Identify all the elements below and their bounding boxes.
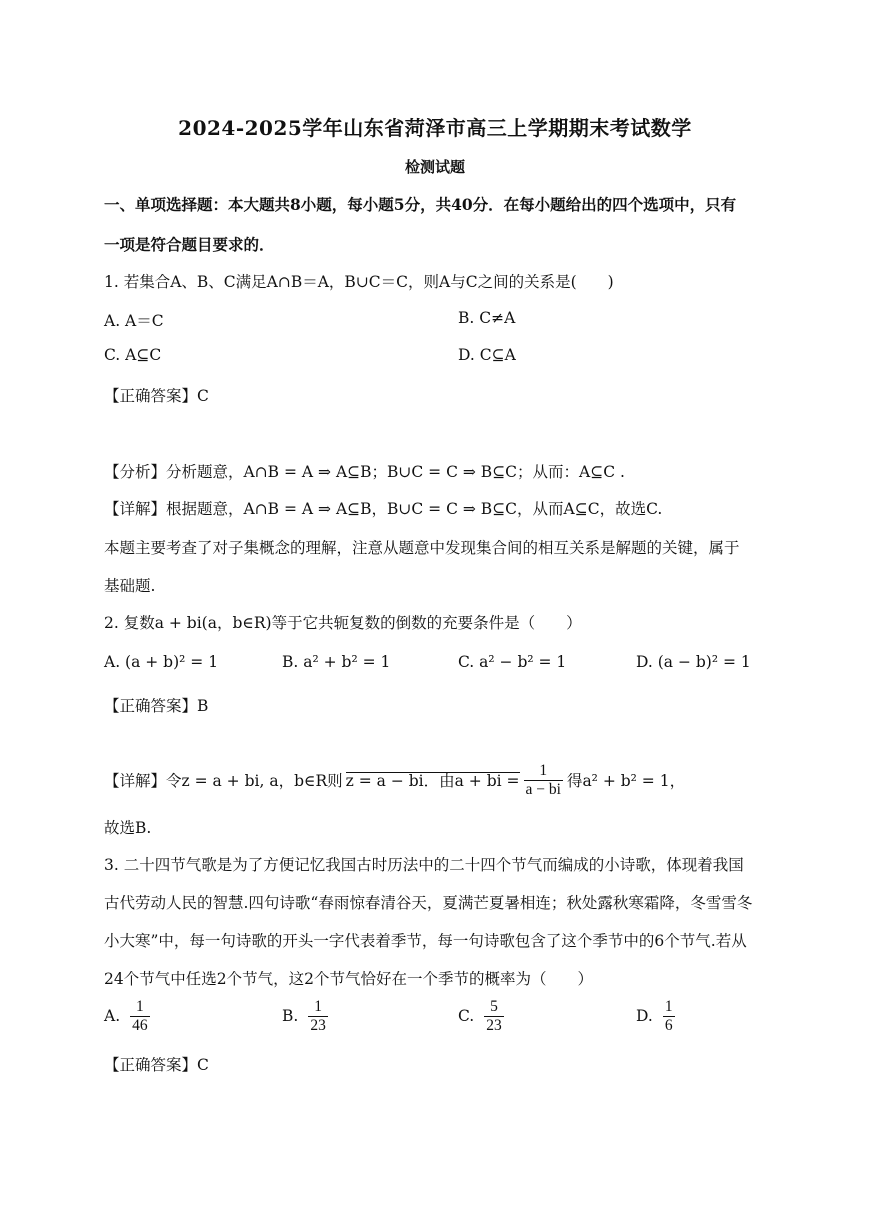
option-fraction — [663, 998, 675, 1035]
fraction-denominator: 23 — [486, 1016, 502, 1034]
q1-note-line2: 基础题. — [104, 577, 156, 595]
option-fraction — [484, 998, 504, 1035]
fraction-numerator: 5 — [484, 998, 504, 1017]
fraction-numerator: 1 — [308, 998, 328, 1017]
document-title: 2024-2025学年山东省菏泽市高三上学期期末考试数学 — [178, 116, 692, 140]
fraction-denominator: 46 — [132, 1016, 148, 1034]
document-subtitle: 检测试题 — [404, 158, 465, 176]
q1-option-c: C. A⊆C — [104, 346, 162, 364]
section-heading-line1: 一、单项选择题：本大题共8小题，每小题5分，共40分．在每小题给出的四个选项中，只有 — [104, 195, 737, 214]
q3-answer: 【正确答案】C — [104, 1056, 209, 1074]
section-heading-line2: 一项是符合题目要求的． — [104, 235, 275, 254]
option-fraction — [130, 998, 150, 1035]
q2-option-b: B. a² + b² = 1 — [282, 653, 391, 671]
option-label: B. — [282, 1007, 299, 1026]
q1-option-b: B. C≠A — [458, 309, 516, 327]
q2-stem: 2. 复数a + bi(a，b∈R)等于它共轭复数的倒数的充要条件是（ ） — [104, 614, 582, 632]
q3-stem-line4: 24个节气中任选2个节气，这2个节气恰好在一个季节的概率为（ ） — [104, 970, 593, 988]
q2-detail-conjugate: z = a − bi．由a + bi = — [345, 771, 520, 790]
q3-option-c — [458, 998, 504, 1035]
option-label: A. — [104, 1007, 121, 1026]
q2-conclusion: 故选B. — [104, 819, 152, 837]
q3-stem-line1: 3. 二十四节气歌是为了方便记忆我国古时历法中的二十四个节气而编成的小诗歌，体现着我国 — [104, 856, 744, 874]
option-fraction — [308, 998, 328, 1035]
fraction-numerator: 1 — [524, 762, 563, 781]
q1-option-a: A. A＝C — [104, 312, 164, 330]
fraction-numerator: 1 — [130, 998, 150, 1017]
q2-option-a: A. (a + b)² = 1 — [104, 653, 219, 671]
option-label: D. — [636, 1007, 653, 1026]
q1-analysis: 【分析】分析题意，A∩B = A ⇒ A⊆B；B∪C = C ⇒ B⊆C；从而：A⊆C . — [104, 463, 625, 481]
option-label: C. — [458, 1007, 475, 1026]
q3-option-b — [282, 998, 328, 1035]
q1-answer: 【正确答案】C — [104, 387, 209, 405]
q2-option-d: D. (a − b)² = 1 — [636, 653, 751, 671]
q2-answer: 【正确答案】B — [104, 697, 209, 715]
q2-detail-fraction — [524, 762, 563, 799]
q1-detail: 【详解】根据题意，A∩B = A ⇒ A⊆B，B∪C = C ⇒ B⊆C，从而A⊆C，故选C. — [104, 500, 663, 518]
q2-detail-suffix: 得a² + b² = 1， — [566, 772, 686, 791]
q1-stem: 1. 若集合A、B、C满足A∩B＝A，B∪C＝C，则A与C之间的关系是( ) — [104, 273, 614, 291]
q3-stem-line3: 小大寒”中，每一句诗歌的开头一字代表着季节，每一句诗歌包含了这个季节中的6个节气.若从 — [104, 932, 747, 950]
fraction-denominator: 6 — [664, 1016, 673, 1034]
fraction-denominator: a − bi — [525, 780, 561, 798]
q2-option-c: C. a² − b² = 1 — [458, 653, 567, 671]
q2-detail — [104, 762, 685, 799]
q1-note-line1: 本题主要考查了对子集概念的理解，注意从题意中发现集合间的相互关系是解题的关键，属于 — [104, 539, 740, 557]
q2-detail-prefix: 【详解】令z = a + bi, a，b∈R则 — [104, 772, 343, 791]
q3-option-d — [636, 998, 675, 1035]
q3-option-a — [104, 998, 150, 1035]
fraction-denominator: 23 — [310, 1016, 326, 1034]
q3-stem-line2: 古代劳动人民的智慧.四句诗歌“春雨惊春清谷天，夏满芒夏暑相连；秋处露秋寒霜降，冬雪雪冬 — [104, 894, 753, 912]
fraction-numerator: 1 — [664, 998, 673, 1015]
q1-option-d: D. C⊆A — [458, 346, 516, 364]
